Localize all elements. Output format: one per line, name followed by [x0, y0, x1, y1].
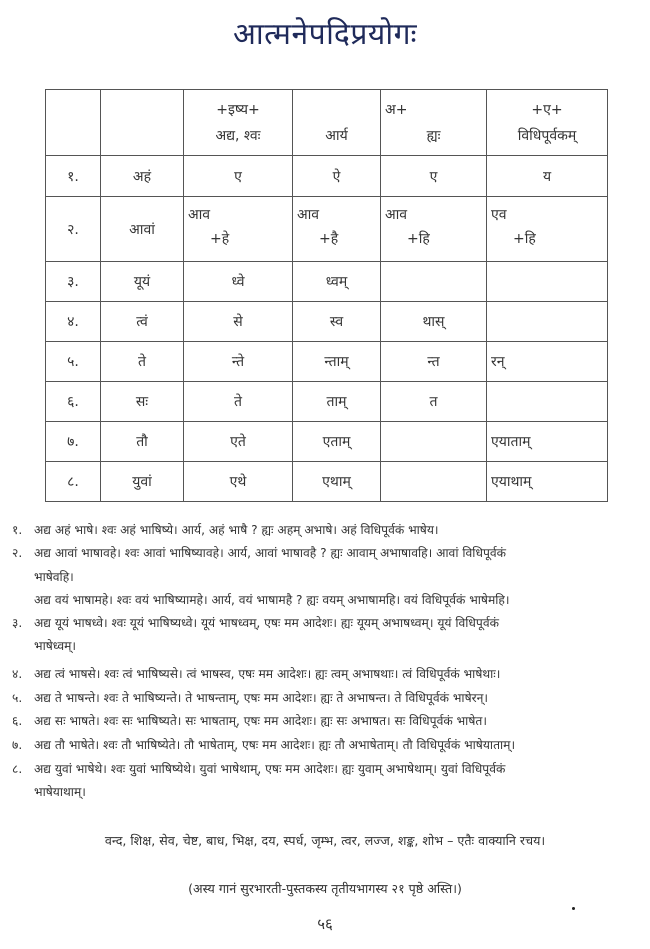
sentence-text: अद्य यूयं भाषध्वे। श्वः यूयं भाषिष्यध्वे। यूयं भाषध्वम्, एषः मम आदेशः। ह्यः यूयम् अभाषध्वम्। यूयं विधिपूर्वकं — [34, 616, 499, 630]
cell-stem: एव — [491, 207, 507, 223]
sentence-continuation: भाषेवहि। — [34, 570, 74, 584]
sentence-line — [12, 591, 642, 608]
footnote: (अस्य गानं सुरभारती-पुस्तकस्य तृतीयभागस्य २१ पृष्ठे अस्ति।) — [188, 881, 462, 896]
sentence-number: ८. — [12, 762, 23, 776]
table-cell: एयाथाम् — [487, 462, 608, 502]
table-row — [46, 382, 608, 422]
sentence-number: ३. — [12, 616, 23, 630]
table-cell — [487, 197, 608, 262]
sentence-line — [12, 712, 642, 729]
table-cell: रन् — [487, 342, 608, 382]
table-cell: ताम् — [293, 382, 381, 422]
row-pronoun: अहं — [101, 156, 184, 197]
sentence-text: अद्य आवां भाषावहे। श्वः आवां भाषिष्यावहे। आर्य, आवां भाषावहै ? ह्यः आवाम् अभाषावहि। आवां विधिपूर्वकं — [34, 546, 507, 560]
header-cell — [46, 90, 101, 156]
table-cell — [184, 197, 293, 262]
table-cell — [487, 382, 608, 422]
table-cell: ए — [184, 156, 293, 197]
row-number: ७. — [46, 422, 101, 462]
row-pronoun: त्वं — [101, 302, 184, 342]
sentence-text: अद्य ते भाषन्ते। श्वः ते भाषिष्यन्ते। ते भाषन्ताम्, एषः मम आदेशः। ह्यः ते अभाषन्त। ते विधिपूर्वकं भाषेरन्। — [34, 691, 488, 705]
sentence-text: अद्य युवां भाषेथे। श्वः युवां भाषिष्येथे। युवां भाषेथाम्, एषः मम आदेशः। ह्यः युवाम् अभाषेथाम्। युवां विधिपूर्वकं — [34, 762, 506, 776]
sentence-continuation: भाषेध्वम्। — [34, 639, 77, 653]
table-cell — [381, 197, 487, 262]
table-cell: एयाताम् — [487, 422, 608, 462]
table-cell — [381, 462, 487, 502]
sentence-line — [12, 614, 642, 631]
cell-ending: +है — [319, 231, 339, 247]
header-top: +इष्य+ — [216, 102, 260, 118]
table-cell — [293, 197, 381, 262]
cell-stem: आव — [385, 207, 408, 223]
header-bottom: आर्य — [325, 128, 348, 144]
header-cell — [101, 90, 184, 156]
table-row — [46, 342, 608, 382]
row-number: ८. — [46, 462, 101, 502]
row-pronoun: युवां — [101, 462, 184, 502]
row-number: ५. — [46, 342, 101, 382]
table-row — [46, 156, 608, 197]
conjugation-table — [45, 89, 608, 502]
table-cell: एथे — [184, 462, 293, 502]
page-number: ५६ — [317, 915, 333, 933]
table-cell: थास् — [381, 302, 487, 342]
page-title: आत्मनेपदिप्रयोगः — [232, 17, 418, 52]
row-pronoun: यूयं — [101, 262, 184, 302]
sentence-text: अद्य तौ भाषेते। श्वः तौ भाषिष्येते। तौ भाषेताम्, एषः मम आदेशः। ह्यः तौ अभाषेताम्। तौ विधिपूर्वकं भाषेयाताम्। — [34, 738, 516, 752]
row-number: ४. — [46, 302, 101, 342]
table-cell: ध्वे — [184, 262, 293, 302]
row-pronoun: सः — [101, 382, 184, 422]
sentence-text: अद्य अहं भाषे। श्वः अहं भाषिष्ये। आर्य, अहं भाषै ? ह्यः अहम् अभाषे। अहं विधिपूर्वकं भाषेय। — [34, 523, 439, 537]
table-cell: ए — [381, 156, 487, 197]
row-number: २. — [46, 197, 101, 262]
sentence-line — [12, 544, 642, 561]
header-bottom: ह्यः — [426, 128, 441, 144]
header-bottom: अद्य, श्वः — [215, 128, 261, 144]
cell-ending: +हे — [210, 231, 230, 247]
sentence-number: ५. — [12, 691, 23, 705]
sentence-continuation: भाषेयाथाम्। — [34, 785, 86, 799]
exercise-instruction: वन्द, शिक्ष, सेव, चेष्ट, बाध, भिक्ष, दय, स्पर्ध, जृम्भ, त्वर, लज्ज, शङ्क, शोभ – एतैः वाक्यानि रचय। — [104, 833, 546, 848]
table-cell — [381, 422, 487, 462]
table-cell: त — [381, 382, 487, 422]
table-cell: य — [487, 156, 608, 197]
sentence-number: १. — [12, 523, 23, 537]
header-top: +ए+ — [531, 102, 563, 118]
table-cell: ते — [184, 382, 293, 422]
header-cell-hyah — [381, 90, 487, 156]
table-cell: एताम् — [293, 422, 381, 462]
table-row — [46, 422, 608, 462]
table-cell: से — [184, 302, 293, 342]
table-cell: एथाम् — [293, 462, 381, 502]
row-number: ६. — [46, 382, 101, 422]
table-row — [46, 462, 608, 502]
table-header-row — [46, 90, 608, 156]
sentence-number: ७. — [12, 738, 23, 752]
cell-ending: +हि — [407, 231, 430, 247]
sentence-text: अद्य वयं भाषामहे। श्वः वयं भाषिष्यामहे। आर्य, वयं भाषामहै ? ह्यः वयम् अभाषामहि। वयं विधिपूर्वकं भाषेमहि। — [34, 593, 510, 607]
header-bottom: विधिपूर्वकम् — [517, 128, 577, 144]
sentence-text: अद्य त्वं भाषसे। श्वः त्वं भाषिष्यसे। त्वं भाषस्व, एषः मम आदेशः। ह्यः त्वम् अभाषथाः। त्वं विधिपूर्वकं भाषेथाः। — [34, 667, 501, 681]
row-number: ३. — [46, 262, 101, 302]
table-row — [46, 302, 608, 342]
table-cell — [487, 302, 608, 342]
table-cell: स्व — [293, 302, 381, 342]
table-cell: ध्वम् — [293, 262, 381, 302]
row-pronoun: ते — [101, 342, 184, 382]
row-pronoun: आवां — [101, 197, 184, 262]
sentence-text: अद्य सः भाषते। श्वः सः भाषिष्यते। सः भाषताम्, एषः मम आदेशः। ह्यः सः अभाषत। सः विधिपूर्वकं भाषेत। — [34, 714, 487, 728]
row-number: १. — [46, 156, 101, 197]
header-cell-vidhipurvakam — [487, 90, 608, 156]
cell-stem: आव — [297, 207, 320, 223]
sentence-number: ६. — [12, 714, 23, 728]
sentence-line — [12, 521, 642, 538]
cell-ending: +हि — [513, 231, 536, 247]
table-cell: एते — [184, 422, 293, 462]
table-cell — [487, 262, 608, 302]
sentence-line — [12, 760, 642, 777]
sentence-number: ४. — [12, 667, 23, 681]
sentence-line — [12, 665, 642, 682]
sentence-line — [12, 689, 642, 706]
sentence-line — [12, 736, 642, 753]
table-cell: न्ताम् — [293, 342, 381, 382]
table-row — [46, 262, 608, 302]
scan-speck — [572, 907, 575, 910]
header-cell-arya — [293, 90, 381, 156]
table-cell — [381, 262, 487, 302]
table-cell: ऐ — [293, 156, 381, 197]
cell-stem: आव — [188, 207, 211, 223]
table-cell: न्ते — [184, 342, 293, 382]
header-top: अ+ — [385, 102, 408, 118]
table-cell: न्त — [381, 342, 487, 382]
table-row — [46, 197, 608, 262]
header-cell-adya-shvah — [184, 90, 293, 156]
row-pronoun: तौ — [101, 422, 184, 462]
sentence-number: २. — [12, 546, 23, 560]
